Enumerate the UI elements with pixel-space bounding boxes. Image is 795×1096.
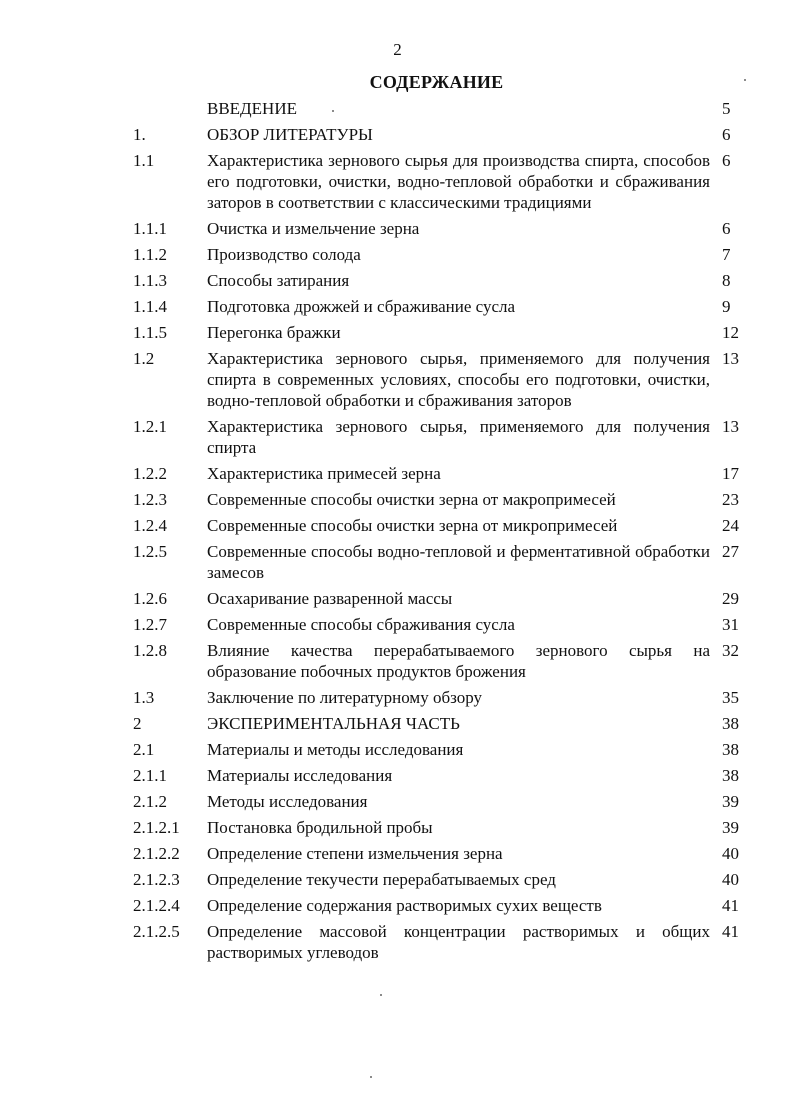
toc-entry-title: Постановка бродильной пробы [207,818,433,837]
toc-entry-number: 1.2.3 [133,490,167,509]
toc-entry-number: 1.2.4 [133,516,167,535]
toc-entry-page: 5 [722,99,731,118]
toc-entry-title: Современные способы очистки зерна от макропримесей [207,490,616,509]
toc-entry [0,463,795,484]
toc-entry-number: 1.2.1 [133,417,167,436]
toc-entry-title: Определение содержания растворимых сухих веществ [207,896,602,915]
toc-entry [0,869,795,890]
toc-entry-page: 35 [722,688,739,707]
toc-entry [0,416,795,458]
toc-entry [0,739,795,760]
toc-entry-number: 1.1.4 [133,297,167,316]
toc-entry-number: 2.1.2.3 [133,870,180,889]
toc-entry-page: 32 [722,641,739,660]
toc-entry [0,921,795,963]
toc-entry-page: 13 [722,349,739,368]
toc-entry [0,614,795,635]
toc-entry-page: 40 [722,844,739,863]
page-title: СОДЕРЖАНИЕ [369,72,504,92]
scan-speck [370,1076,372,1078]
toc-entry [0,791,795,812]
scan-speck [744,79,746,81]
toc-entry-title: Перегонка бражки [207,323,341,342]
toc-entry [0,244,795,265]
toc-entry-title: Характеристика зернового сырья, применяемого для получения спирта [207,417,710,457]
toc-entry-number: 1.1.2 [133,245,167,264]
toc-entry-title: Современные способы очистки зерна от микропримесей [207,516,618,535]
toc-entry-title: Осахаривание разваренной массы [207,589,453,608]
toc-entry-title: Методы исследования [207,792,368,811]
toc-entry-number: 2 [133,714,142,733]
toc-entry-page: 39 [722,818,739,837]
toc-entry-title: Характеристика примесей зерна [207,464,441,483]
toc-entry-number: 1.2.5 [133,542,167,561]
toc-entry [0,713,795,734]
toc-entry-number: 1.2.8 [133,641,167,660]
toc-entry [0,322,795,343]
toc-entry-title: Способы затирания [207,271,350,290]
toc-entry-title: Заключение по литературному обзору [207,688,482,707]
toc-entry-page: 23 [722,490,739,509]
toc-entry-number: 1. [133,125,146,144]
toc-entry-title: Производство солода [207,245,361,264]
toc-entry-title: Современные способы водно-тепловой и ферментативной обработки замесов [207,542,710,582]
toc-entry-page: 38 [722,714,739,733]
toc-entry [0,98,795,119]
toc-entry-page: 8 [722,271,731,290]
toc-entry-title: Определение массовой концентрации растворимых и общих растворимых углеводов [207,922,710,962]
toc-entry [0,150,795,213]
scan-speck [332,110,334,112]
toc-entry [0,218,795,239]
toc-entry-title: Определение степени измельчения зерна [207,844,503,863]
toc-entry-page: 39 [722,792,739,811]
toc-entry-page: 7 [722,245,731,264]
toc-entry-title: Очистка и измельчение зерна [207,219,420,238]
toc-entry-number: 1.2.2 [133,464,167,483]
toc-entry-number: 1.2 [133,349,155,368]
toc-entry-number: 2.1 [133,740,155,759]
toc-entry [0,765,795,786]
toc-entry-title: Характеристика зернового сырья, применяемого для получения спирта в современных условиях, способы его подготовки, очистки, водно-тепловой обработки и сбраживания заторов [207,349,710,410]
toc-entry [0,515,795,536]
toc-entry-page: 6 [722,125,731,144]
toc-entry-page: 40 [722,870,739,889]
toc-entry-title: Материалы исследования [207,766,393,785]
toc-entry-title: Влияние качества перерабатываемого зернового сырья на образование побочных продуктов брожения [207,641,710,681]
toc-entry-number: 1.2.7 [133,615,167,634]
toc-entry-number: 2.1.1 [133,766,167,785]
toc-entry-number: 1.3 [133,688,155,707]
toc-entry-title: Подготовка дрожжей и сбраживание сусла [207,297,516,316]
toc-entry [0,489,795,510]
toc-entry-number: 2.1.2 [133,792,167,811]
toc-entry-number: 2.1.2.1 [133,818,180,837]
toc-entry-number: 1.1.5 [133,323,167,342]
toc-entry [0,541,795,583]
toc-entry-page: 13 [722,417,739,436]
toc-entry-page: 31 [722,615,739,634]
toc-entry [0,270,795,291]
toc-entry-page: 6 [722,219,731,238]
toc-entry [0,895,795,916]
toc-entry-page: 38 [722,740,739,759]
toc-entry-number: 1.2.6 [133,589,167,608]
toc-entry-title: Современные способы сбраживания сусла [207,615,515,634]
toc-entry [0,843,795,864]
toc-entry [0,640,795,682]
toc-entry [0,588,795,609]
toc-entry-number: 1.1.1 [133,219,167,238]
toc-entry [0,124,795,145]
toc-entry-number: 2.1.2.2 [133,844,180,863]
toc-entry [0,348,795,411]
toc-entry-page: 24 [722,516,739,535]
page-number: 2 [393,40,402,59]
table-of-contents [0,98,795,963]
toc-entry-page: 41 [722,896,739,915]
toc-entry-page: 27 [722,542,739,561]
toc-entry-number: 1.1.3 [133,271,167,290]
toc-entry-title: ЭКСПЕРИМЕНТАЛЬНАЯ ЧАСТЬ [207,714,460,733]
toc-entry-title: ОБЗОР ЛИТЕРАТУРЫ [207,125,373,144]
toc-entry [0,817,795,838]
toc-entry-number: 1.1 [133,151,155,170]
toc-entry-title: Определение текучести перерабатываемых сред [207,870,556,889]
toc-entry-page: 17 [722,464,739,483]
toc-entry-number: 2.1.2.5 [133,922,180,941]
scan-speck [380,994,382,996]
toc-entry [0,687,795,708]
toc-entry [0,296,795,317]
toc-entry-page: 38 [722,766,739,785]
toc-entry-title: Характеристика зернового сырья для производства спирта, способов его подготовки, очистки, водно-тепловой обработки и сбраживания заторов в соответствии с классическими традициями [207,151,710,212]
toc-entry-number: 2.1.2.4 [133,896,180,915]
toc-entry-page: 9 [722,297,731,316]
toc-entry-page: 41 [722,922,739,941]
toc-entry-page: 29 [722,589,739,608]
toc-entry-page: 6 [722,151,731,170]
toc-entry-page: 12 [722,323,739,342]
toc-entry-title: ВВЕДЕНИЕ [207,99,297,118]
toc-entry-title: Материалы и методы исследования [207,740,464,759]
